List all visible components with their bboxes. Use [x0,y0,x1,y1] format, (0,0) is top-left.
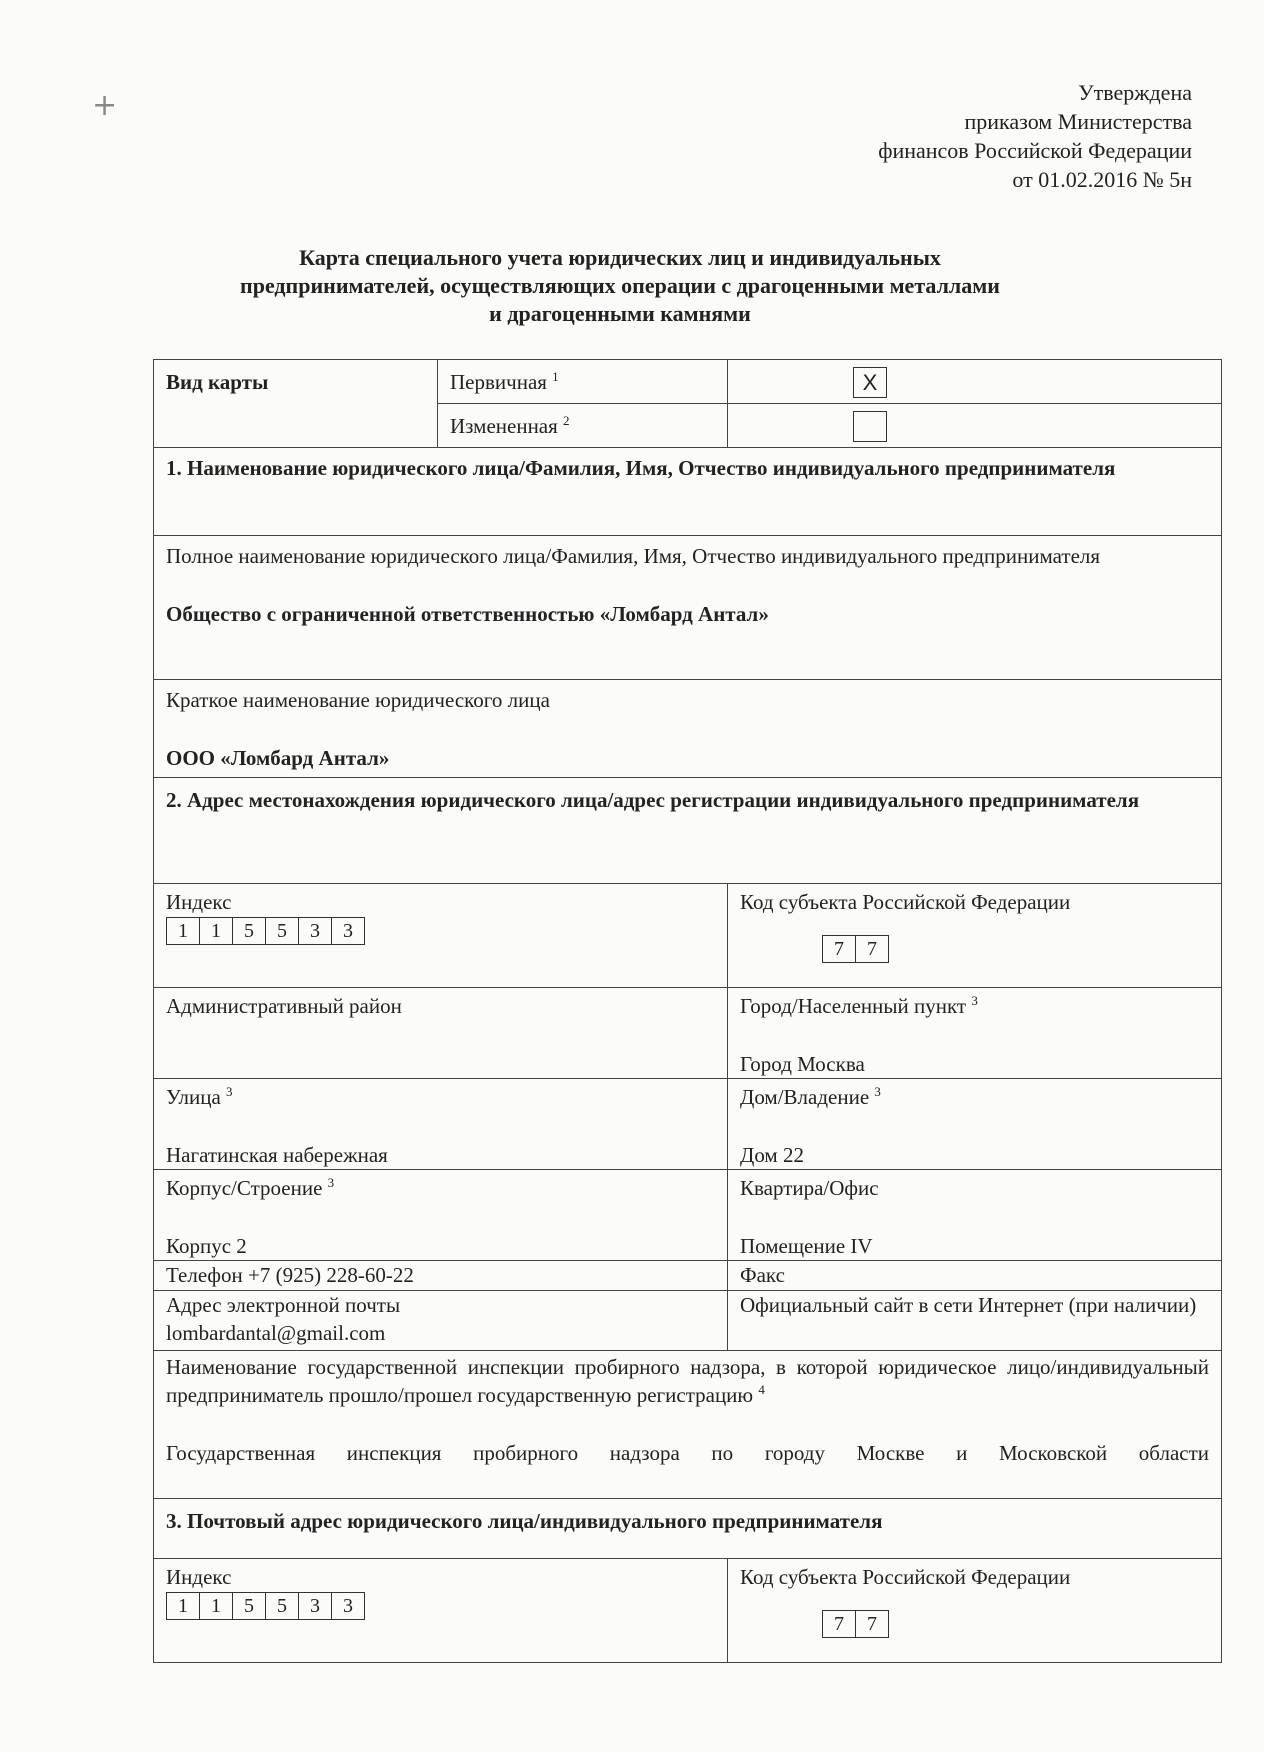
section2-heading-text: 2. Адрес местонахождения юридического лица/адрес регистрации индивидуального предпринимателя [166,788,1140,812]
document-title [180,244,1060,328]
digit-box: 1 [200,918,233,944]
section1-heading-text: 1. Наименование юридического лица/Фамилия, Имя, Отчество индивидуального предпринимателя [166,456,1116,480]
phone-value: +7 (925) 228-60-22 [248,1263,414,1287]
primary-checkbox[interactable]: X [853,367,887,398]
house-label: Дом/Владение [740,1085,870,1109]
footnote-ref: 3 [327,1175,335,1190]
website-label: Официальный сайт в сети Интернет (при наличии) [740,1293,1197,1317]
section2-heading [154,778,1222,884]
approval-line: приказом Министерства [964,109,1192,134]
card-type-changed-box-cell [728,404,1222,448]
changed-label: Измененная [450,414,558,438]
short-name-label: Краткое наименование юридического лица [166,688,550,712]
district-label: Административный район [166,994,402,1018]
digit-box: 7 [867,938,877,960]
street-value: Нагатинская набережная [166,1143,388,1167]
building-value: Корпус 2 [166,1234,247,1258]
full-name-value: Общество с ограниченной ответственностью «Ломбард Антал» [166,602,769,626]
card-type-changed [438,404,728,448]
inspection-cell [154,1351,1222,1499]
changed-checkbox[interactable] [853,411,887,442]
house-cell [728,1079,1222,1170]
phone-label: Телефон [166,1263,243,1287]
region-code-cell [728,884,1222,988]
digit-box: 3 [343,1595,353,1617]
section3-heading: 3. Почтовый адрес юридического лица/индивидуального предпринимателя [154,1499,1222,1559]
footnote-ref: 3 [226,1084,233,1099]
apartment-cell [728,1170,1222,1261]
digit-box: 1 [167,1593,200,1619]
website-cell [728,1291,1222,1351]
street-cell [154,1079,728,1170]
postal-region-code-cell [728,1559,1222,1663]
title-line: Карта специального учета юридических лиц и индивидуальных [299,245,941,270]
index-label: Индекс [166,890,232,914]
digit-box: 5 [233,1593,266,1619]
digit-box: 3 [299,1593,332,1619]
digit-box: 5 [266,1593,299,1619]
building-cell [154,1170,728,1261]
phone-cell [154,1261,728,1291]
card-type-primary [438,360,728,404]
district-cell [154,988,728,1079]
approval-line: финансов Российской Федерации [878,138,1192,163]
index-digits [166,1592,365,1620]
short-name-cell [154,680,1222,778]
full-name-cell [154,536,1222,680]
city-label: Город/Населенный пункт [740,994,967,1018]
page-mark: + [92,88,118,123]
building-label: Корпус/Строение [166,1176,323,1200]
title-line: и драгоценными камнями [489,301,751,326]
short-name-value: ООО «Ломбард Антал» [166,746,390,770]
region-code-label: Код субъекта Российской Федерации [740,1565,1071,1589]
postal-index-cell [154,1559,728,1663]
email-label: Адрес электронной почты [166,1293,401,1317]
house-value: Дом 22 [740,1143,804,1167]
region-code-label: Код субъекта Российской Федерации [740,890,1071,914]
email-value: lombardantal@gmail.com [166,1321,386,1345]
index-label: Индекс [166,1565,232,1589]
region-code-digits [822,935,889,963]
approval-block [632,78,1192,194]
footnote-ref: 1 [552,369,559,384]
digit-box: 7 [823,936,856,962]
digit-box: 1 [167,918,200,944]
full-name-label: Полное наименование юридического лица/Фамилия, Имя, Отчество индивидуального предпринимателя [166,544,1101,568]
index-digits [166,917,365,945]
city-value: Город Москва [740,1052,865,1076]
fax-cell [728,1261,1222,1291]
email-cell [154,1291,728,1351]
apartment-value: Помещение IV [740,1234,873,1258]
region-code-digits [822,1610,889,1638]
registration-card-table [153,359,1222,1663]
index-cell [154,884,728,988]
street-label: Улица [166,1085,221,1109]
approval-line: Утверждена [1078,80,1192,105]
city-cell [728,988,1222,1079]
digit-box: 7 [867,1613,877,1635]
section1-heading [154,448,1222,536]
inspection-label: Наименование государственной инспекции пробирного надзора, в которой юридическое лицо/индивидуальный предприниматель прошло/прошел государственную регистрацию [166,1355,1209,1407]
footnote-ref: 3 [971,993,978,1008]
footnote-ref: 3 [874,1084,881,1099]
title-line: предпринимателей, осуществляющих операции с драгоценными металлами [240,273,1000,298]
fax-label: Факс [740,1263,785,1287]
footnote-ref: 2 [563,413,570,428]
digit-box: 3 [299,918,332,944]
footnote-ref: 4 [758,1382,765,1397]
card-type-primary-box-cell [728,360,1222,404]
approval-line: от 01.02.2016 № 5н [1012,167,1192,192]
digit-box: 3 [343,920,353,942]
card-type-label: Вид карты [154,360,438,448]
digit-box: 5 [233,918,266,944]
digit-box: 1 [200,1593,233,1619]
apartment-label: Квартира/Офис [740,1176,879,1200]
digit-box: 7 [823,1611,856,1637]
primary-label: Первичная [450,370,547,394]
inspection-value: Государственная инспекция пробирного надзора по городу Москве и Московской области [166,1441,1209,1465]
digit-box: 5 [266,918,299,944]
